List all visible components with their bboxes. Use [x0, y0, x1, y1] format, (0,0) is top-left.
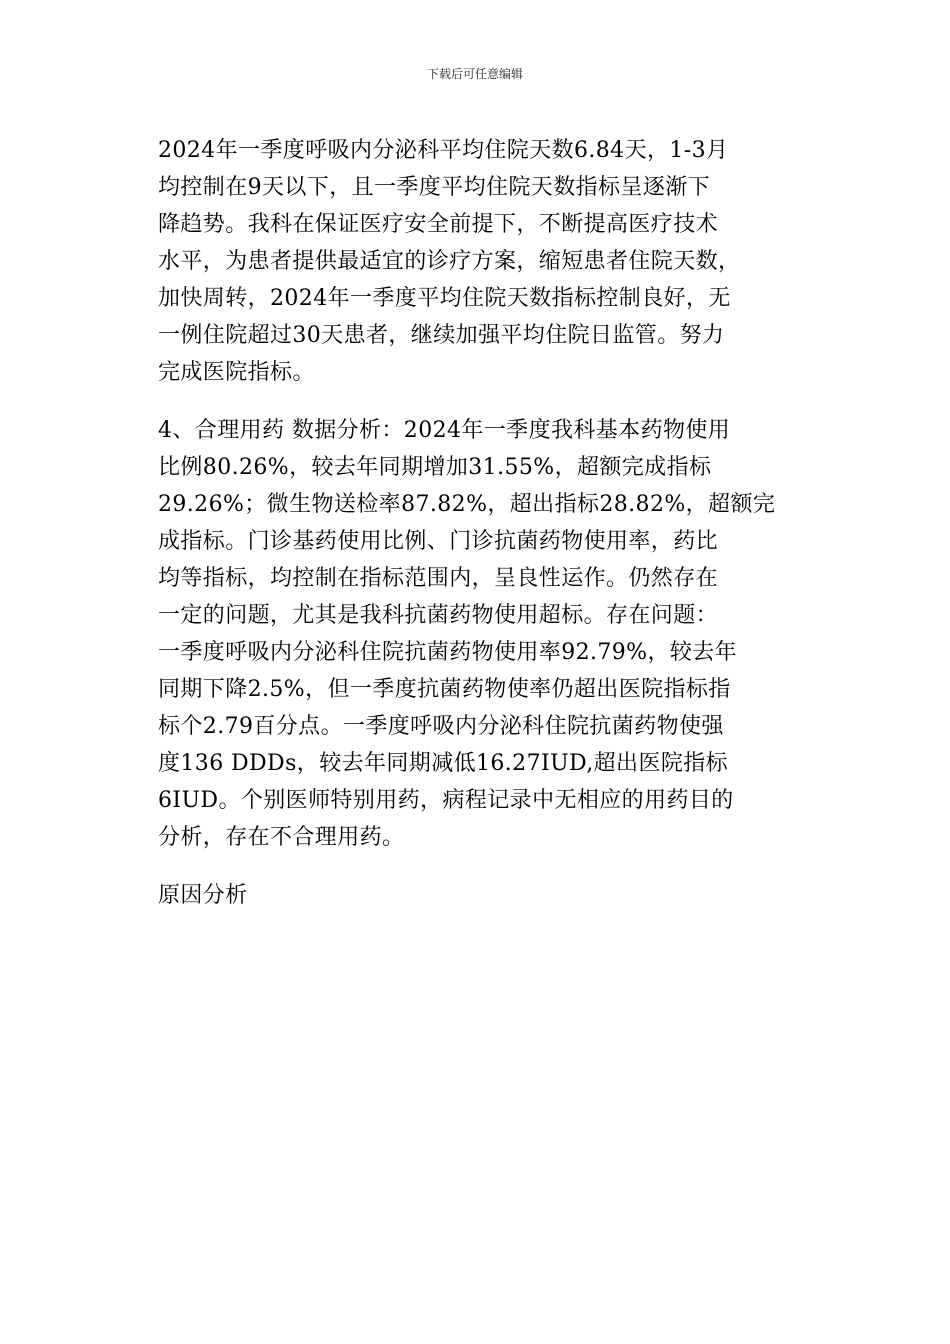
header-note: 下载后可任意编辑 — [426, 67, 523, 81]
paragraph-hospital-stay: 2024年一季度呼吸内分泌科平均住院天数6.84天，1-3月 均控制在9天以下，且一季度平均住院天数指标呈逐渐下 降趋势。我科在保证医疗安全前提下，不断提高医疗技术 水平，为患者提供最适宜的诊疗方案，缩短患者住院天数， 加快周转，2024年一季度平均住院天数指标控制良好，无 一例住院超过30天患者，继续加强平均住院日监管。努力 完成医院指标。 — [158, 138, 741, 385]
document-body — [158, 132, 804, 914]
paragraph-rational-drug-use: 4、合理用药 数据分析：2024年一季度我科基本药物使用 比例80.26%，较去年同期增加31.55%，超额完成指标 29.26%；微生物送检率87.82%，超出指标28.82%，超额完 成指标。门诊基药使用比例、门诊抗菌药物使用率，药比 均等指标，均控制在指标范围内，呈良性运作。仍然存在 一定的问题，尤其是我科抗菌药物使用超标。存在问题： 一季度呼吸内分泌科住院抗菌药物使用率92.79%，较去年 同期下降2.5%，但一季度抗菌药物使率仍超出医院指标指 标个2.79百分点。一季度呼吸内分泌科住院抗菌药物使强 度136 DDDs，较去年同期减低16.27IUD,超出医院指标 6IUD。个别医师特别用药，病程记录中无相应的用药目的 分析，存在不合理用药。 — [158, 418, 776, 850]
paragraph-cause-analysis-heading: 原因分析 — [158, 883, 248, 908]
